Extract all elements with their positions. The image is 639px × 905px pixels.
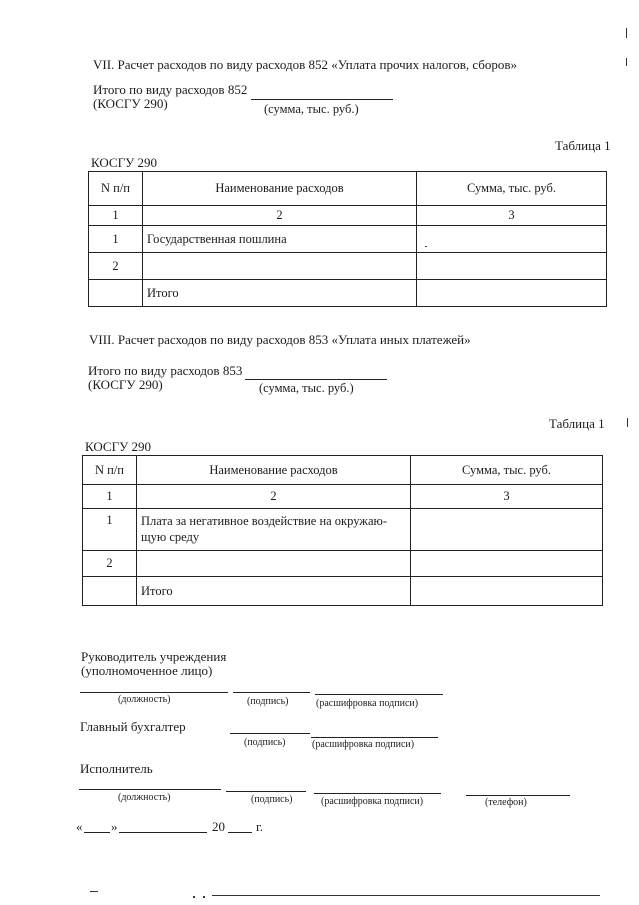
section7-sum-caption: (сумма, тыс. руб.) — [264, 102, 359, 116]
row-number: 1 — [89, 226, 143, 253]
index-cell: 2 — [137, 485, 411, 509]
expense-name[interactable] — [137, 551, 411, 577]
index-cell: 2 — [143, 206, 417, 226]
section7-total-label: Итого по виду расходов 852 — [93, 82, 248, 97]
executor-position-line[interactable] — [79, 789, 221, 790]
table-row — [83, 509, 603, 551]
expense-name: Государственная пошлина — [143, 226, 417, 253]
head-signature-line[interactable] — [233, 692, 310, 693]
year-prefix: 20 — [212, 819, 225, 834]
date-year-line[interactable] — [228, 832, 252, 833]
total-label: Итого — [143, 280, 417, 307]
header-sum: Сумма, тыс. руб. — [411, 456, 603, 485]
executor-position-caption: (должность) — [118, 792, 171, 803]
executor-signature-line[interactable] — [226, 791, 306, 792]
section8-heading: VIII. Расчет расходов по виду расходов 853 «Уплата иных платежей» — [89, 332, 471, 347]
header-sum: Сумма, тыс. руб. — [417, 172, 607, 206]
header-number: N п/п — [89, 172, 143, 206]
row-number — [89, 280, 143, 307]
row-number: 2 — [83, 551, 137, 577]
section8-total-sum-line[interactable] — [245, 379, 387, 380]
date-open-quote: « — [76, 819, 83, 834]
sum-cell[interactable] — [417, 253, 607, 280]
sum-cell[interactable] — [411, 509, 603, 551]
total-label: Итого — [137, 577, 411, 606]
table-row — [89, 253, 607, 280]
section8-kosgu-caption: КОСГУ 290 — [85, 439, 152, 454]
index-cell: 1 — [89, 206, 143, 226]
index-cell: 3 — [411, 485, 603, 509]
section7-kosgu-caption: КОСГУ 290 — [91, 155, 158, 170]
head-position-caption: (должность) — [118, 694, 171, 705]
year-suffix: г. — [256, 819, 264, 834]
head-title-line1: Руководитель учреждения — [81, 649, 227, 664]
expense-name — [137, 509, 411, 551]
row-number: 2 — [89, 253, 143, 280]
scan-mark — [203, 896, 205, 898]
scan-mark — [627, 418, 628, 427]
accountant-decoding-line[interactable] — [311, 737, 438, 738]
index-cell: 1 — [83, 485, 137, 509]
table-header-row — [89, 172, 607, 206]
section8-kosgu-label: (КОСГУ 290) — [88, 377, 163, 392]
executor-signature-caption: (подпись) — [251, 794, 293, 805]
scan-mark — [425, 246, 427, 247]
section8-total-label: Итого по виду расходов 853 — [88, 363, 243, 378]
section7-kosgu-label: (КОСГУ 290) — [93, 96, 168, 111]
total-sum-cell[interactable] — [411, 577, 603, 606]
index-cell: 3 — [417, 206, 607, 226]
head-position-line[interactable] — [80, 692, 228, 693]
section8-expense-table — [82, 455, 603, 606]
scan-mark — [90, 891, 98, 892]
head-decoding-caption: (расшифровка подписи) — [316, 698, 419, 709]
table-row — [89, 226, 607, 253]
row-number — [83, 577, 137, 606]
section7-total-sum-line[interactable] — [251, 99, 393, 100]
table-index-row — [83, 485, 603, 509]
scan-mark — [626, 58, 627, 66]
sum-cell[interactable] — [411, 551, 603, 577]
table-total-row — [89, 280, 607, 307]
head-decoding-line[interactable] — [315, 694, 443, 695]
table-header-row — [83, 456, 603, 485]
header-expense-name: Наименование расходов — [137, 456, 411, 485]
executor-phone-line[interactable] — [466, 795, 570, 796]
total-sum-cell[interactable] — [417, 280, 607, 307]
header-expense-name: Наименование расходов — [143, 172, 417, 206]
date-close-quote: » — [111, 819, 118, 834]
section7-table-label: Таблица 1 — [555, 138, 611, 153]
executor-decoding-line[interactable] — [314, 793, 441, 794]
scan-edge-line — [212, 895, 600, 896]
header-number: N п/п — [83, 456, 137, 485]
row-number: 1 — [83, 509, 137, 551]
section8-sum-caption: (сумма, тыс. руб.) — [259, 381, 354, 395]
sum-cell[interactable] — [417, 226, 607, 253]
expense-name-line2: щую среду — [141, 530, 200, 544]
executor-decoding-caption: (расшифровка подписи) — [321, 796, 424, 807]
head-title-line2: (уполномоченное лицо) — [81, 663, 213, 678]
table-row — [83, 551, 603, 577]
section7-heading: VII. Расчет расходов по виду расходов 852 «Уплата прочих налогов, сборов» — [93, 57, 518, 72]
date-month-line[interactable] — [119, 832, 207, 833]
accountant-signature-caption: (подпись) — [244, 737, 286, 748]
executor-label: Исполнитель — [80, 761, 153, 776]
date-day-line[interactable] — [84, 832, 110, 833]
section8-table-label: Таблица 1 — [549, 416, 605, 431]
table-total-row — [83, 577, 603, 606]
scan-mark — [193, 896, 195, 898]
accountant-signature-line[interactable] — [230, 733, 310, 734]
expense-name[interactable] — [143, 253, 417, 280]
table-index-row — [89, 206, 607, 226]
chief-accountant-label: Главный бухгалтер — [80, 719, 186, 734]
accountant-decoding-caption: (расшифровка подписи) — [312, 739, 415, 750]
section7-expense-table — [88, 171, 607, 307]
scan-mark — [626, 28, 627, 38]
head-signature-caption: (подпись) — [247, 696, 289, 707]
executor-phone-caption: (телефон) — [485, 797, 527, 808]
expense-name-line1: Плата за негативное воздействие на окружаю- — [141, 514, 387, 528]
